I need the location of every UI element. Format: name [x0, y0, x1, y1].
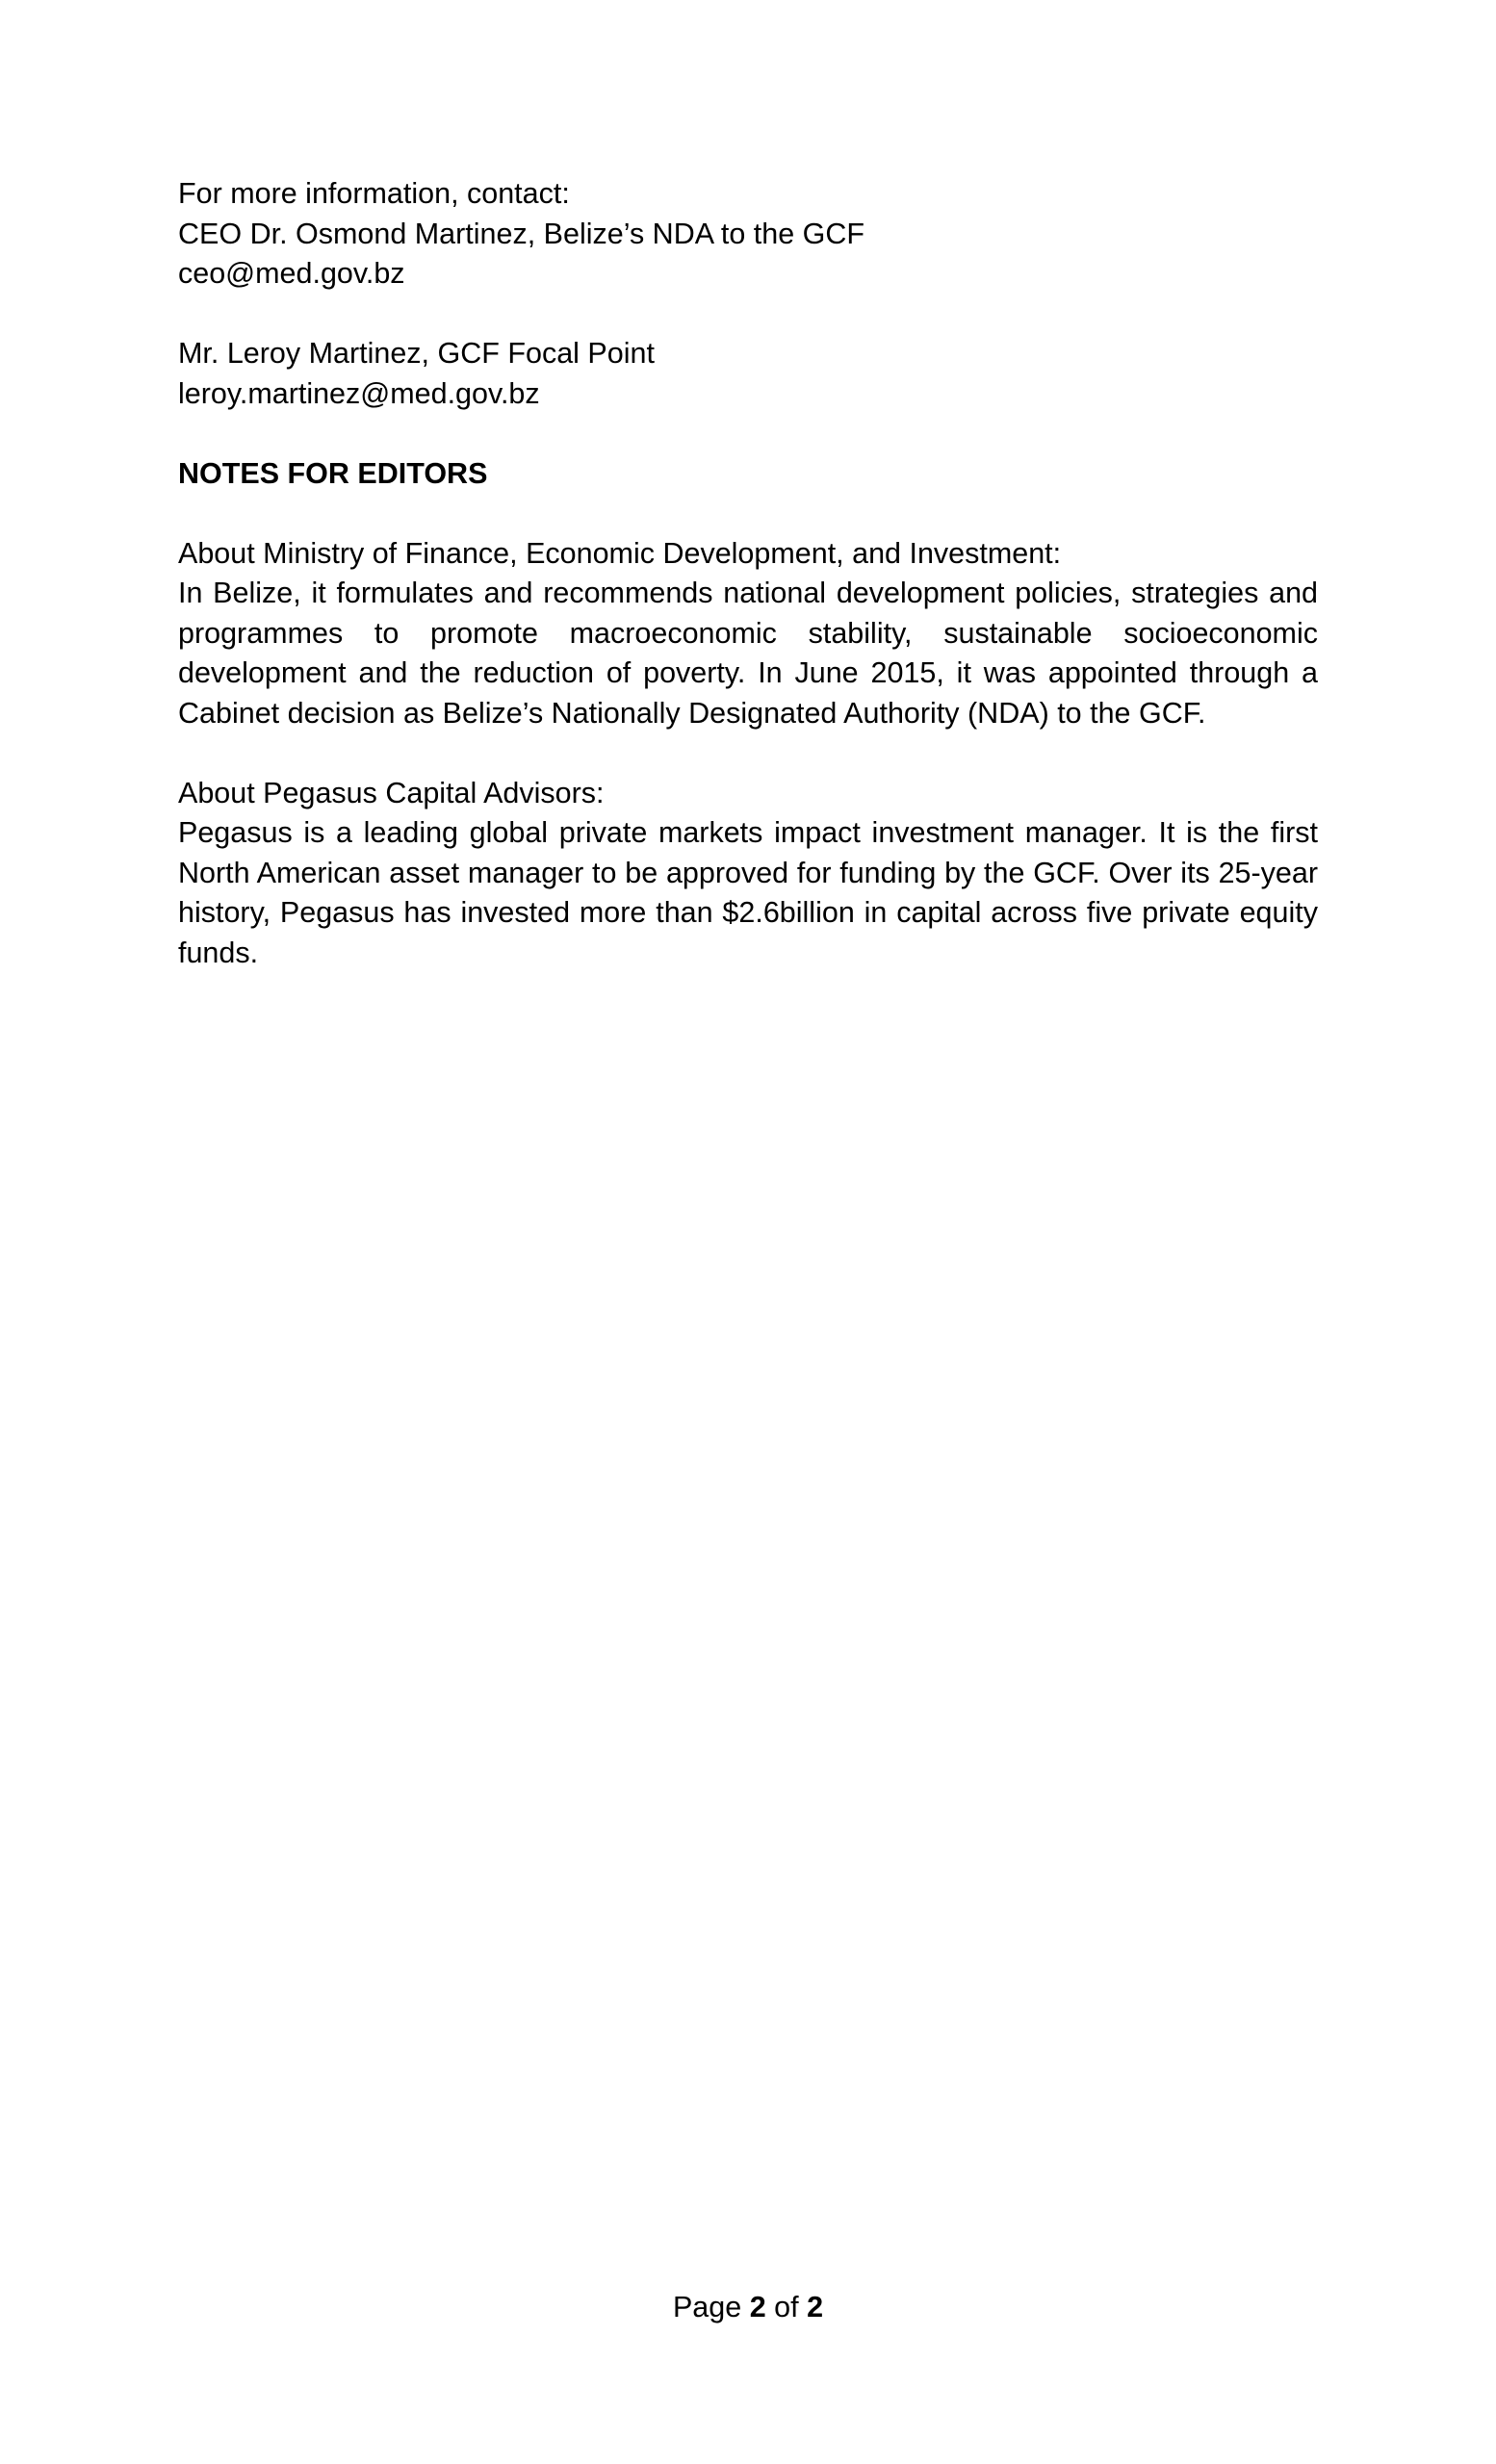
about-ministry-heading: About Ministry of Finance, Economic Development, and Investment:: [178, 536, 1062, 570]
notes-for-editors-heading: NOTES FOR EDITORS: [178, 456, 488, 490]
footer-label-page: Page: [672, 2291, 742, 2323]
about-pegasus-section: [178, 774, 1318, 974]
page-footer: [0, 2288, 1496, 2328]
about-ministry-section: [178, 534, 1318, 734]
document-body: [178, 174, 1318, 1014]
contact-secondary-email: leroy.martinez@med.gov.bz: [178, 376, 540, 410]
contact-block-secondary: [178, 334, 1318, 414]
contact-primary-name: CEO Dr. Osmond Martinez, Belize’s NDA to the GCF: [178, 217, 865, 250]
footer-label-of: of: [774, 2291, 799, 2323]
about-pegasus-paragraph: Pegasus is a leading global private markets impact investment manager. It is the first North American asset manager to be approved for funding by the GCF. Over its 25-year history, Pegasus has invested more than $2.6billion in capital across five private equity funds.: [178, 816, 1318, 969]
about-ministry-paragraph: In Belize, it formulates and recommends national development policies, strategies and programmes to promote macroeconomic stability, sustainable socioeconomic development and the reduction of poverty. In June 2015, it was appointed through a Cabinet decision as Belize’s Nationally Designated Authority (NDA) to the GCF.: [178, 577, 1318, 730]
about-pegasus-heading: About Pegasus Capital Advisors:: [178, 776, 605, 809]
footer-page-number: 2: [749, 2291, 766, 2323]
contact-block-primary: [178, 174, 1318, 295]
contact-primary-email: ceo@med.gov.bz: [178, 257, 405, 290]
contact-intro: For more information, contact:: [178, 177, 570, 210]
contact-secondary-name: Mr. Leroy Martinez, GCF Focal Point: [178, 337, 655, 370]
footer-total-pages: 2: [807, 2291, 824, 2323]
